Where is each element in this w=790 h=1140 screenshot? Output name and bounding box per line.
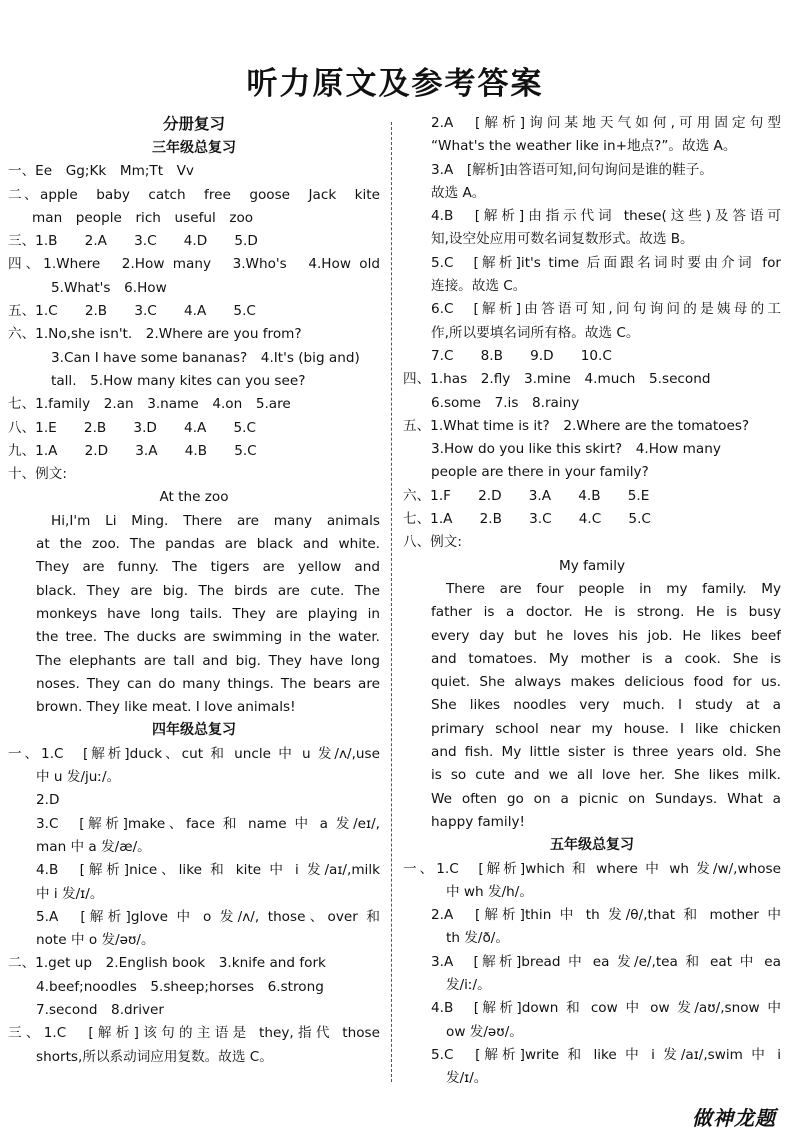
text-line: 六、1.No,she isn't. 2.Where are you from? [8, 326, 302, 343]
text-line: 7.C 8.B 9.D 10.C [431, 347, 612, 364]
text-line: 一、1.C [解析]duck、cut 和 uncle 中 u 发/ʌ/,use [8, 745, 380, 762]
text-line: 七、1.A 2.B 3.C 4.C 5.C [403, 511, 651, 528]
text-line: at the zoo. The pandas are black and white. [36, 536, 380, 553]
text-line: 5.What's 6.How [51, 279, 167, 296]
text-line: note 中 o 发/əʊ/。 [36, 932, 155, 949]
text-line: 作,所以要填名词所有格。故选 C。 [431, 324, 640, 341]
text-line: man people rich useful zoo [32, 209, 254, 226]
text-line: the tree. The ducks are swimming in the water. [36, 629, 380, 646]
text-line: 中 u 发/juː/。 [36, 769, 121, 786]
text-line: 四年级总复习 [152, 722, 236, 739]
text-line: ow 发/əʊ/。 [446, 1023, 523, 1040]
text-line: 八、1.E 2.B 3.D 4.A 5.C [8, 419, 256, 436]
text-line: 2.D [36, 792, 60, 809]
text-line: 6.some 7.is 8.rainy [431, 394, 580, 411]
text-line: My family [558, 557, 626, 574]
text-line: 二、apple baby catch free goose Jack kite [8, 186, 380, 203]
text-line: 五年级总复习 [550, 837, 634, 854]
text-line: 三年级总复习 [152, 140, 236, 156]
text-line: 五、1.What time is it? 2.Where are the tomatoes? [403, 417, 750, 434]
text-line: monkeys have long tails. They are playing in [36, 605, 380, 622]
text-line: every day but he loves his job. He likes beef [431, 627, 781, 644]
text-line: 四、1.Where 2.How many 3.Who's 4.How old [8, 256, 380, 273]
text-line: is so cute and we all love her. She likes milk. [431, 767, 781, 784]
page-title: 听力原文及参考答案 [246, 66, 544, 102]
text-line: black. They are big. The birds are cute. The [36, 582, 380, 599]
text-line: There are four people in my family. My [446, 580, 781, 597]
text-line: 一、1.C [解析]which 和 where 中 wh 发/w/,whose [403, 860, 781, 877]
text-line: 一、Ee Gg;Kk Mm;Tt Vv [8, 163, 194, 180]
text-line: 3.Can I have some bananas? 4.It's (big and) [51, 349, 360, 366]
text-line: She likes noodles very much. I study at a [431, 697, 781, 714]
text-line: We often go on a picnic on Sundays. What a [431, 790, 781, 807]
text-line: man 中 a 发/æ/。 [36, 838, 151, 855]
text-line: 二、1.get up 2.English book 3.knife and fork [8, 955, 326, 972]
text-line: quiet. She always makes delicious food for us. [431, 674, 781, 691]
text-line: 3.How do you like this skirt? 4.How many [431, 441, 721, 458]
text-line: people are there in your family? [431, 464, 649, 481]
text-line: and fish. My little sister is three years old. She [431, 744, 781, 761]
text-line: “What's the weather like in+地点?”。故选 A。 [431, 138, 737, 155]
text-line: 5.A [解析]glove 中 o 发/ʌ/, those、over 和 [36, 908, 380, 925]
text-line: 7.second 8.driver [36, 1001, 165, 1018]
text-line: 发/iː/。 [446, 976, 491, 993]
text-line: 发/ɪ/。 [446, 1070, 488, 1087]
text-line: 4.B [解析]down 和 cow 中 ow 发/aʊ/,snow 中 [431, 1000, 781, 1017]
text-line: 七、1.family 2.an 3.name 4.on 5.are [8, 396, 291, 413]
text-line: The elephants are tall and big. They have long [36, 652, 380, 669]
text-line: 三、1.C [解析]该句的主语是 they,指代 those [8, 1025, 380, 1042]
text-line: primary school near my house. I like chicken [431, 720, 781, 737]
text-line: 4.B [解析]nice、like 和 kite 中 i 发/aɪ/,milk [36, 862, 380, 879]
right-column [403, 112, 781, 1090]
text-line: 四、1.has 2.fly 3.mine 4.much 5.second [403, 371, 711, 388]
left-column [8, 112, 380, 1069]
text-line: Hi,I'm Li Ming. There are many animals [51, 512, 380, 529]
text-line: shorts,所以系动词应用复数。故选 C。 [36, 1048, 273, 1065]
text-line: father is a doctor. He is strong. He is busy [431, 604, 781, 621]
text-line: 八、例文: [403, 534, 462, 551]
text-line: 故选 A。 [431, 184, 486, 201]
text-line: 九、1.A 2.D 3.A 4.B 5.C [8, 442, 257, 459]
text-line: brown. They like meat. I love animals! [36, 699, 296, 716]
text-line: At the zoo [159, 489, 229, 506]
text-line: They are funny. The tigers are yellow and [36, 559, 380, 576]
column-divider [391, 122, 392, 1082]
text-line: happy family! [431, 813, 525, 830]
text-line: 3.C [解析]make、face 和 name 中 a 发/eɪ/, [36, 815, 380, 832]
text-line: 六、1.F 2.D 3.A 4.B 5.E [403, 487, 650, 504]
text-line: 2.A [解析]询问某地天气如何,可用固定句型 [431, 115, 781, 131]
text-line: and tomatoes. My mother is a cook. She is [431, 650, 781, 667]
text-line: 3.A [解析]bread 中 ea 发/e/,tea 和 eat 中 ea [431, 953, 781, 970]
text-line: 知,设空处应用可数名词复数形式。故选 B。 [431, 231, 694, 248]
text-line: 分册复习 [162, 115, 225, 133]
text-line: 连接。故选 C。 [431, 278, 527, 295]
text-line: 中 wh 发/h/。 [446, 883, 533, 900]
text-line: 4.beef;noodles 5.sheep;horses 6.strong [36, 978, 324, 995]
text-line: 5.C [解析]write 和 like 中 i 发/aɪ/,swim 中 i [431, 1046, 781, 1063]
text-line: th 发/ð/。 [446, 930, 509, 947]
text-line: 5.C [解析]it's time 后面跟名词时要由介词 for [431, 254, 781, 271]
text-line: 4.B [解析]由指示代词 these(这些)及答语可 [431, 208, 781, 225]
text-line: 2.A [解析]thin 中 th 发/θ/,that 和 mother 中 [431, 907, 781, 924]
text-line: 五、1.C 2.B 3.C 4.A 5.C [8, 303, 256, 320]
text-line: noses. They can do many things. The bears are [36, 675, 380, 692]
text-line: tall. 5.How many kites can you see? [51, 372, 306, 389]
text-line: 中 i 发/ɪ/。 [36, 885, 104, 902]
text-line: 6.C [解析]由答语可知,问句询问的是姨母的工 [431, 301, 781, 318]
brand-stamp: 做神龙题 [692, 1106, 776, 1130]
text-line: 3.A [解析]由答语可知,问句询问是谁的鞋子。 [431, 161, 713, 178]
text-line: 三、1.B 2.A 3.C 4.D 5.D [8, 233, 258, 250]
text-line: 十、例文: [8, 466, 67, 483]
